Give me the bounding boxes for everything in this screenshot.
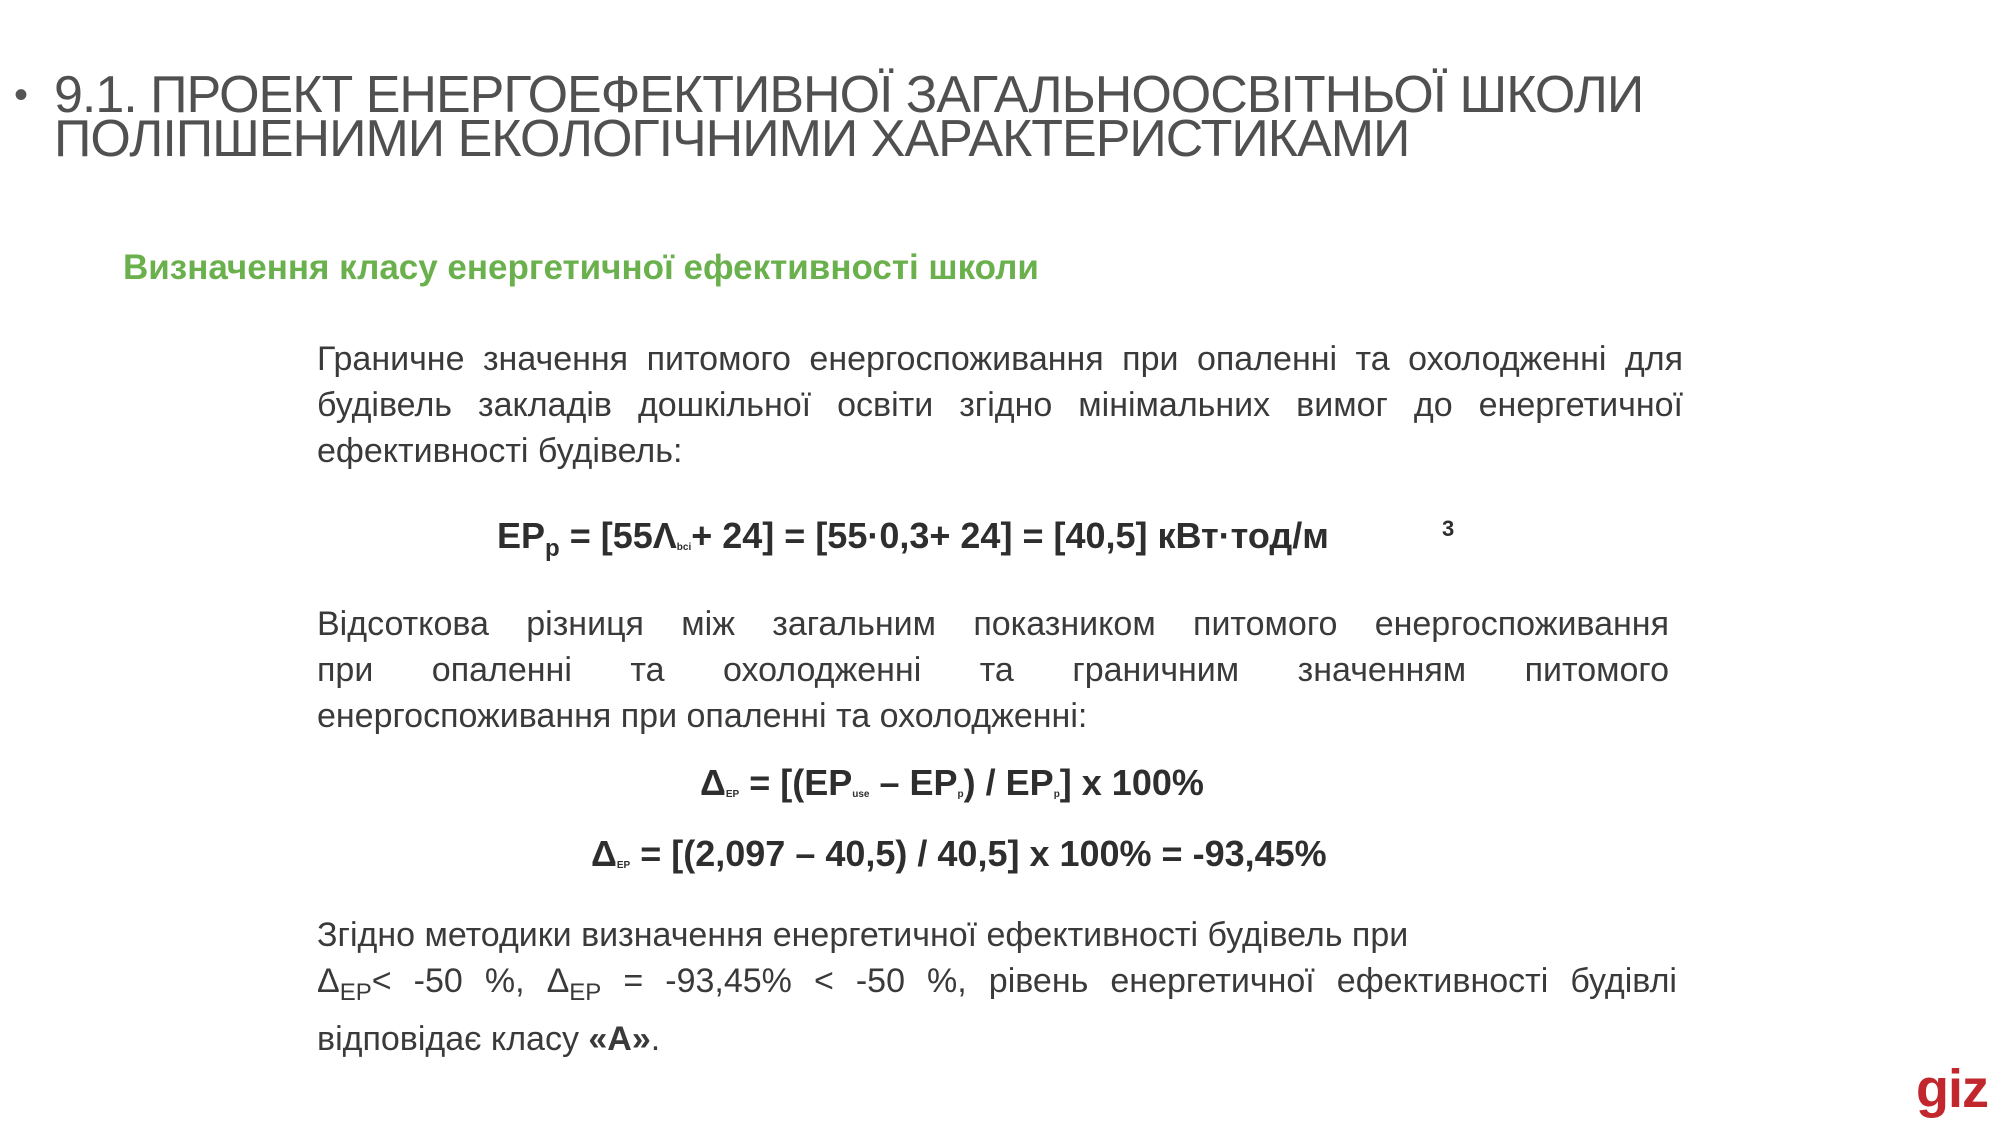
formula-subscript: use [852,789,870,800]
formula-part: Δ [591,833,617,874]
text-part: . [650,1020,661,1058]
paragraph-line: при опаленні та охолодженні та граничним значенням питомого [317,651,1669,689]
paragraph-limit-value [317,336,1683,474]
formula-part: = [(2,097 – 40,5) / 40,5] х 100% = -93,45% [630,833,1327,874]
paragraph-line: енергоспоживання при опаленні та охолодженні: [317,697,1088,735]
paragraph-line: будівель закладів дошкільної освіти згідно мінімальних вимог до енергетичної [317,386,1683,424]
paragraph-line: Згідно методики визначення енергетичної ефективності будівель при [317,916,1409,954]
title-bullet: • [14,73,29,117]
text-subscript: EP [569,979,602,1006]
paragraph-line: Граничне значення питомого енергоспоживання при опаленні та охолодженні для [317,340,1683,378]
energy-class: «А» [588,1020,651,1058]
formula-subscript: bci [676,542,692,553]
text-part: Δ [317,962,340,1000]
formula-part: – EP [869,762,958,803]
formula-delta-definition [700,762,1204,804]
formula-subscript: p [545,535,560,562]
paragraph-conclusion [317,912,1677,1062]
formula-part: = [(EP [739,762,853,803]
paragraph-line [317,958,1677,1016]
title-line-1: 9.1. ПРОЕКТ ЕНЕРГОЕФЕКТИВНОЇ ЗАГАЛЬНООСВІТНЬОЇ ШКОЛИ [54,66,1644,124]
formula-part: EP [497,515,546,556]
paragraph-line: Відсоткова різниця між загальним показником питомого енергоспоживання [317,605,1669,643]
formula-delta-result [591,833,1327,875]
formula-limit-value [497,515,1329,563]
formula-superscript: 3 [1442,516,1455,541]
paragraph-percent-difference [317,601,1669,739]
paragraph-line: ефективності будівель: [317,432,683,470]
text-part: відповідає класу [317,1020,589,1058]
formula-part: ] х 100% [1059,762,1204,803]
formula-subscript: p [1053,789,1060,800]
text-part: = -93,45% < -50 %, рівень енергетичної ефективності будівлі [601,962,1677,1000]
formula-subscript: EP [616,860,631,871]
giz-logo: giz [1916,1059,1988,1119]
text-part: < -50 %, Δ [371,962,570,1000]
section-subtitle: Визначення класу енергетичної ефективності школи [123,248,1039,287]
formula-subscript: p [957,789,964,800]
formula-part: = [55Λ [559,515,677,556]
formula-part: + 24] = [55·0,3+ 24] = [40,5] кВт·тод/м [691,515,1329,556]
text-subscript: EP [339,979,372,1006]
formula-subscript: EP [725,789,740,800]
title-line-2: ПОЛІПШЕНИМИ ЕКОЛОГІЧНИМИ ХАРАКТЕРИСТИКАМИ [54,110,1410,168]
formula-part: ) / EP [963,762,1054,803]
formula-part: Δ [700,762,726,803]
paragraph-line [317,1016,1677,1062]
